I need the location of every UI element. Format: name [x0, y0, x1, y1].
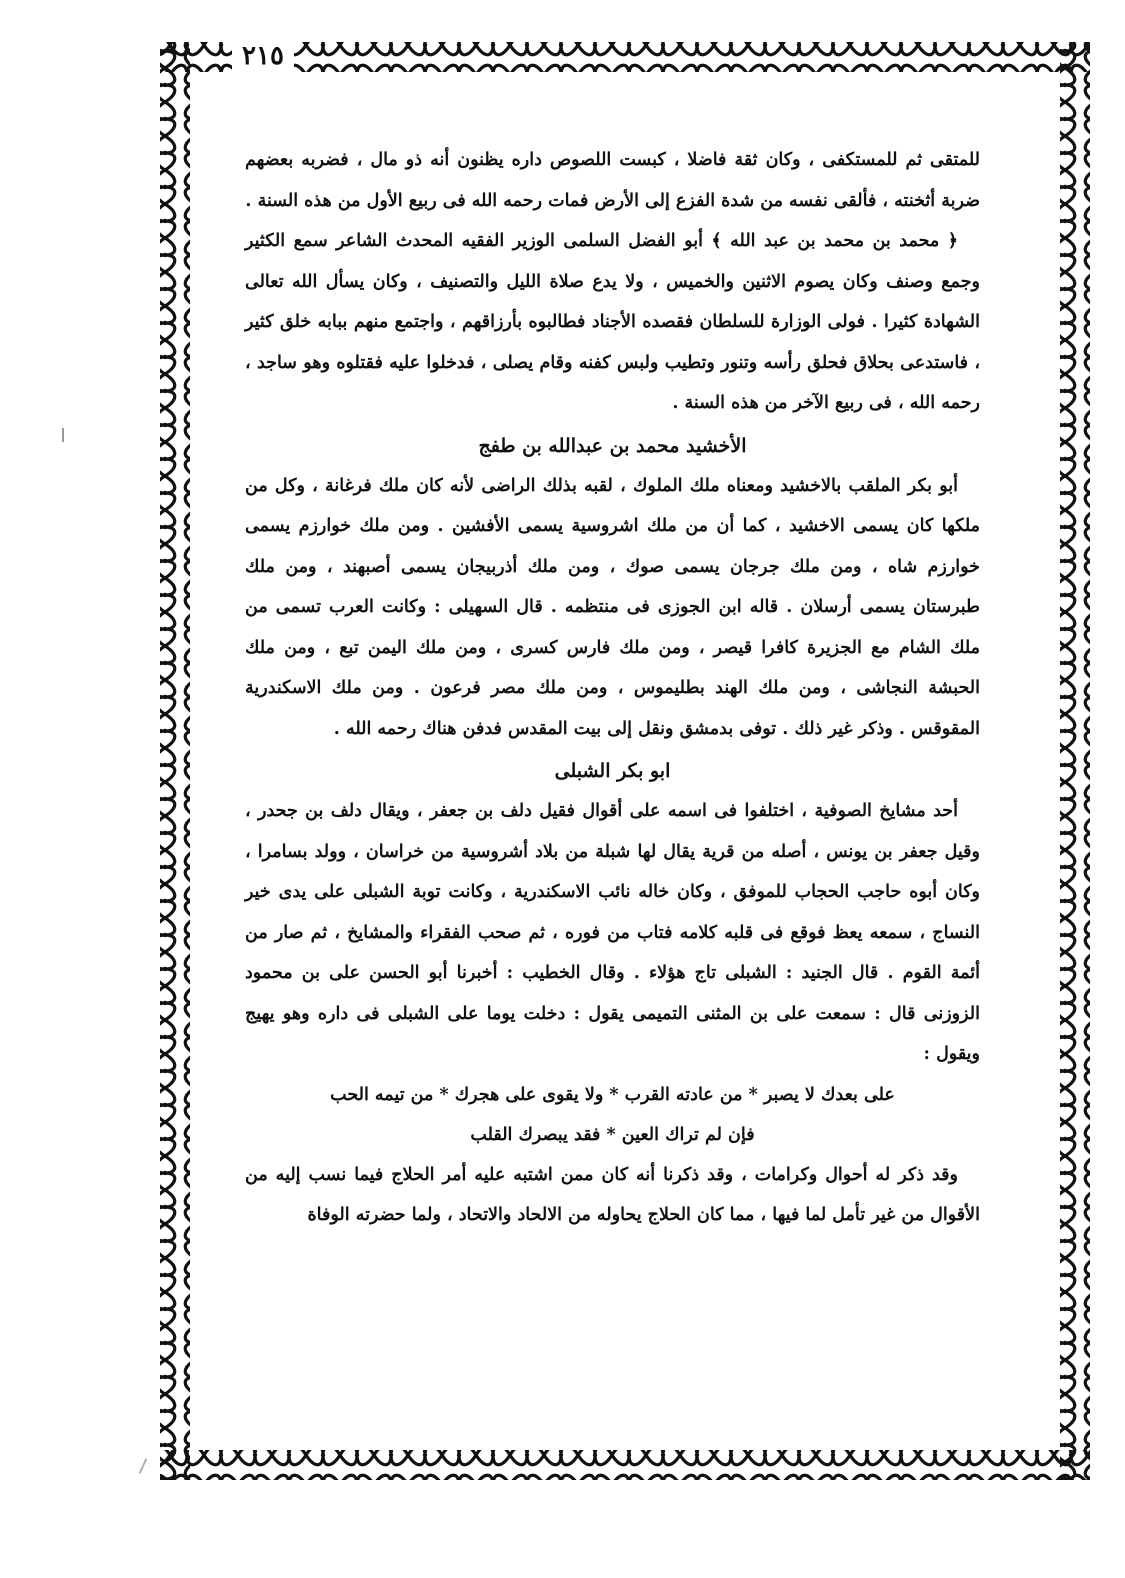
paragraph-biography-entry: ﴿ محمد بن محمد بن عبد الله ﴾ أبو الفضل السلمى الوزير الفقيه المحدث الشاعر سمع الكثير وجمع وصنف وكان يصوم الاثنين والخميس ، ولا يدع صلاة الليل والتصنيف ، وكان يسأل الله تعالى الشهادة كثيرا . فولى الوزارة للسلطان فقصده الأجناد فطالبوه بأرزاقهم ، واجتمع منهم ببابه خلق كثير ، فاستدعى بحلاق فحلق رأسه وتنور وتطيب ولبس كفنه وقام يصلى ، فدخلوا عليه فقتلوه وهو ساجد ، رحمه الله ، فى ربيع الآخر من هذه السنة . — [245, 231, 980, 413]
paragraph: وقد ذكر له أحوال وكرامات ، وقد ذكرنا أنه كان ممن اشتبه عليه أمر الحلاج فيما نسب إليه من الأقوال من غير تأمل لما فيها ، مما كان الحلاج يحاوله من الالحاد والاتحاد ، ولما حضرته الوفاة — [245, 1164, 980, 1225]
poem-verse: على بعدك لا يصبر * من عادته القرب * ولا يقوى على هجرك * من تيمه الحب — [330, 1084, 895, 1105]
poem-verse: فإن لم تراك العين * فقد يبصرك القلب — [470, 1124, 755, 1145]
paragraph: للمتقى ثم للمستكفى ، وكان ثقة فاضلا ، كبست اللصوص داره يظنون أنه ذو مال ، فضربه بعضهم ضربة أثخنته ، فألقى نفسه من شدة الفزع إلى الأرض فمات رحمه الله فى ربيع الأول من هذه السنة . — [245, 150, 980, 211]
section-heading: الأخشيد محمد بن عبدالله بن طفج — [478, 434, 747, 457]
section-heading: ابو بكر الشبلى — [554, 760, 671, 782]
page-number: ٢١٥ — [232, 36, 294, 76]
paragraph: أحد مشايخ الصوفية ، اختلفوا فى اسمه على أقوال فقيل دلف بن جعفر ، ويقال دلف بن جحدر ، وقيل جعفر بن يونس ، أصله من قرية يقال لها شبلة من بلاد أشروسية من خراسان ، وولد بسامرا ، وكان أبوه حاجب الحجاب للموفق ، وكان خاله نائب الاسكندرية ، وكانت توبة الشبلى على يدى خير النساج ، سمعه يعظ فوقع فى قلبه كلامه فتاب من فوره ، ثم صحب الفقراء والمشايخ ، ثم صار من أئمة القوم . قال الجنيد : الشبلى تاج هؤلاء . وقال الخطيب : أخبرنا أبو الحسن على بن محمود الزوزنى قال : سمعت على بن المثنى التميمى يقول : دخلت يوما على الشبلى فى داره وهو يهيج ويقول : — [245, 801, 980, 1064]
page-content — [245, 140, 980, 1236]
paragraph: أبو بكر الملقب بالاخشيد ومعناه ملك الملوك ، لقبه بذلك الراضى لأنه كان ملك فرغانة ، وكل من ملكها كان يسمى الاخشيد ، كما أن من ملك اشروسية يسمى الأفشين . ومن ملك خوارزم يسمى خوارزم شاه ، ومن ملك جرجان يسمى صوك ، ومن ملك أذربيجان يسمى أصبهند ، ومن ملك طبرستان يسمى أرسلان . قاله ابن الجوزى فى منتظمه . قال السهيلى : وكانت العرب تسمى من ملك الشام مع الجزيرة كافرا قيصر ، ومن ملك فارس كسرى ، ومن ملك اليمن تبع ، ومن ملك الحبشة النجاشى ، ومن ملك الهند بطليموس ، ومن ملك مصر فرعون . ومن ملك الاسكندرية المقوقس . وذكر غير ذلك . توفى بدمشق ونقل إلى بيت المقدس فدفن هناك رحمه الله . — [245, 475, 980, 739]
stray-mark — [62, 428, 64, 442]
